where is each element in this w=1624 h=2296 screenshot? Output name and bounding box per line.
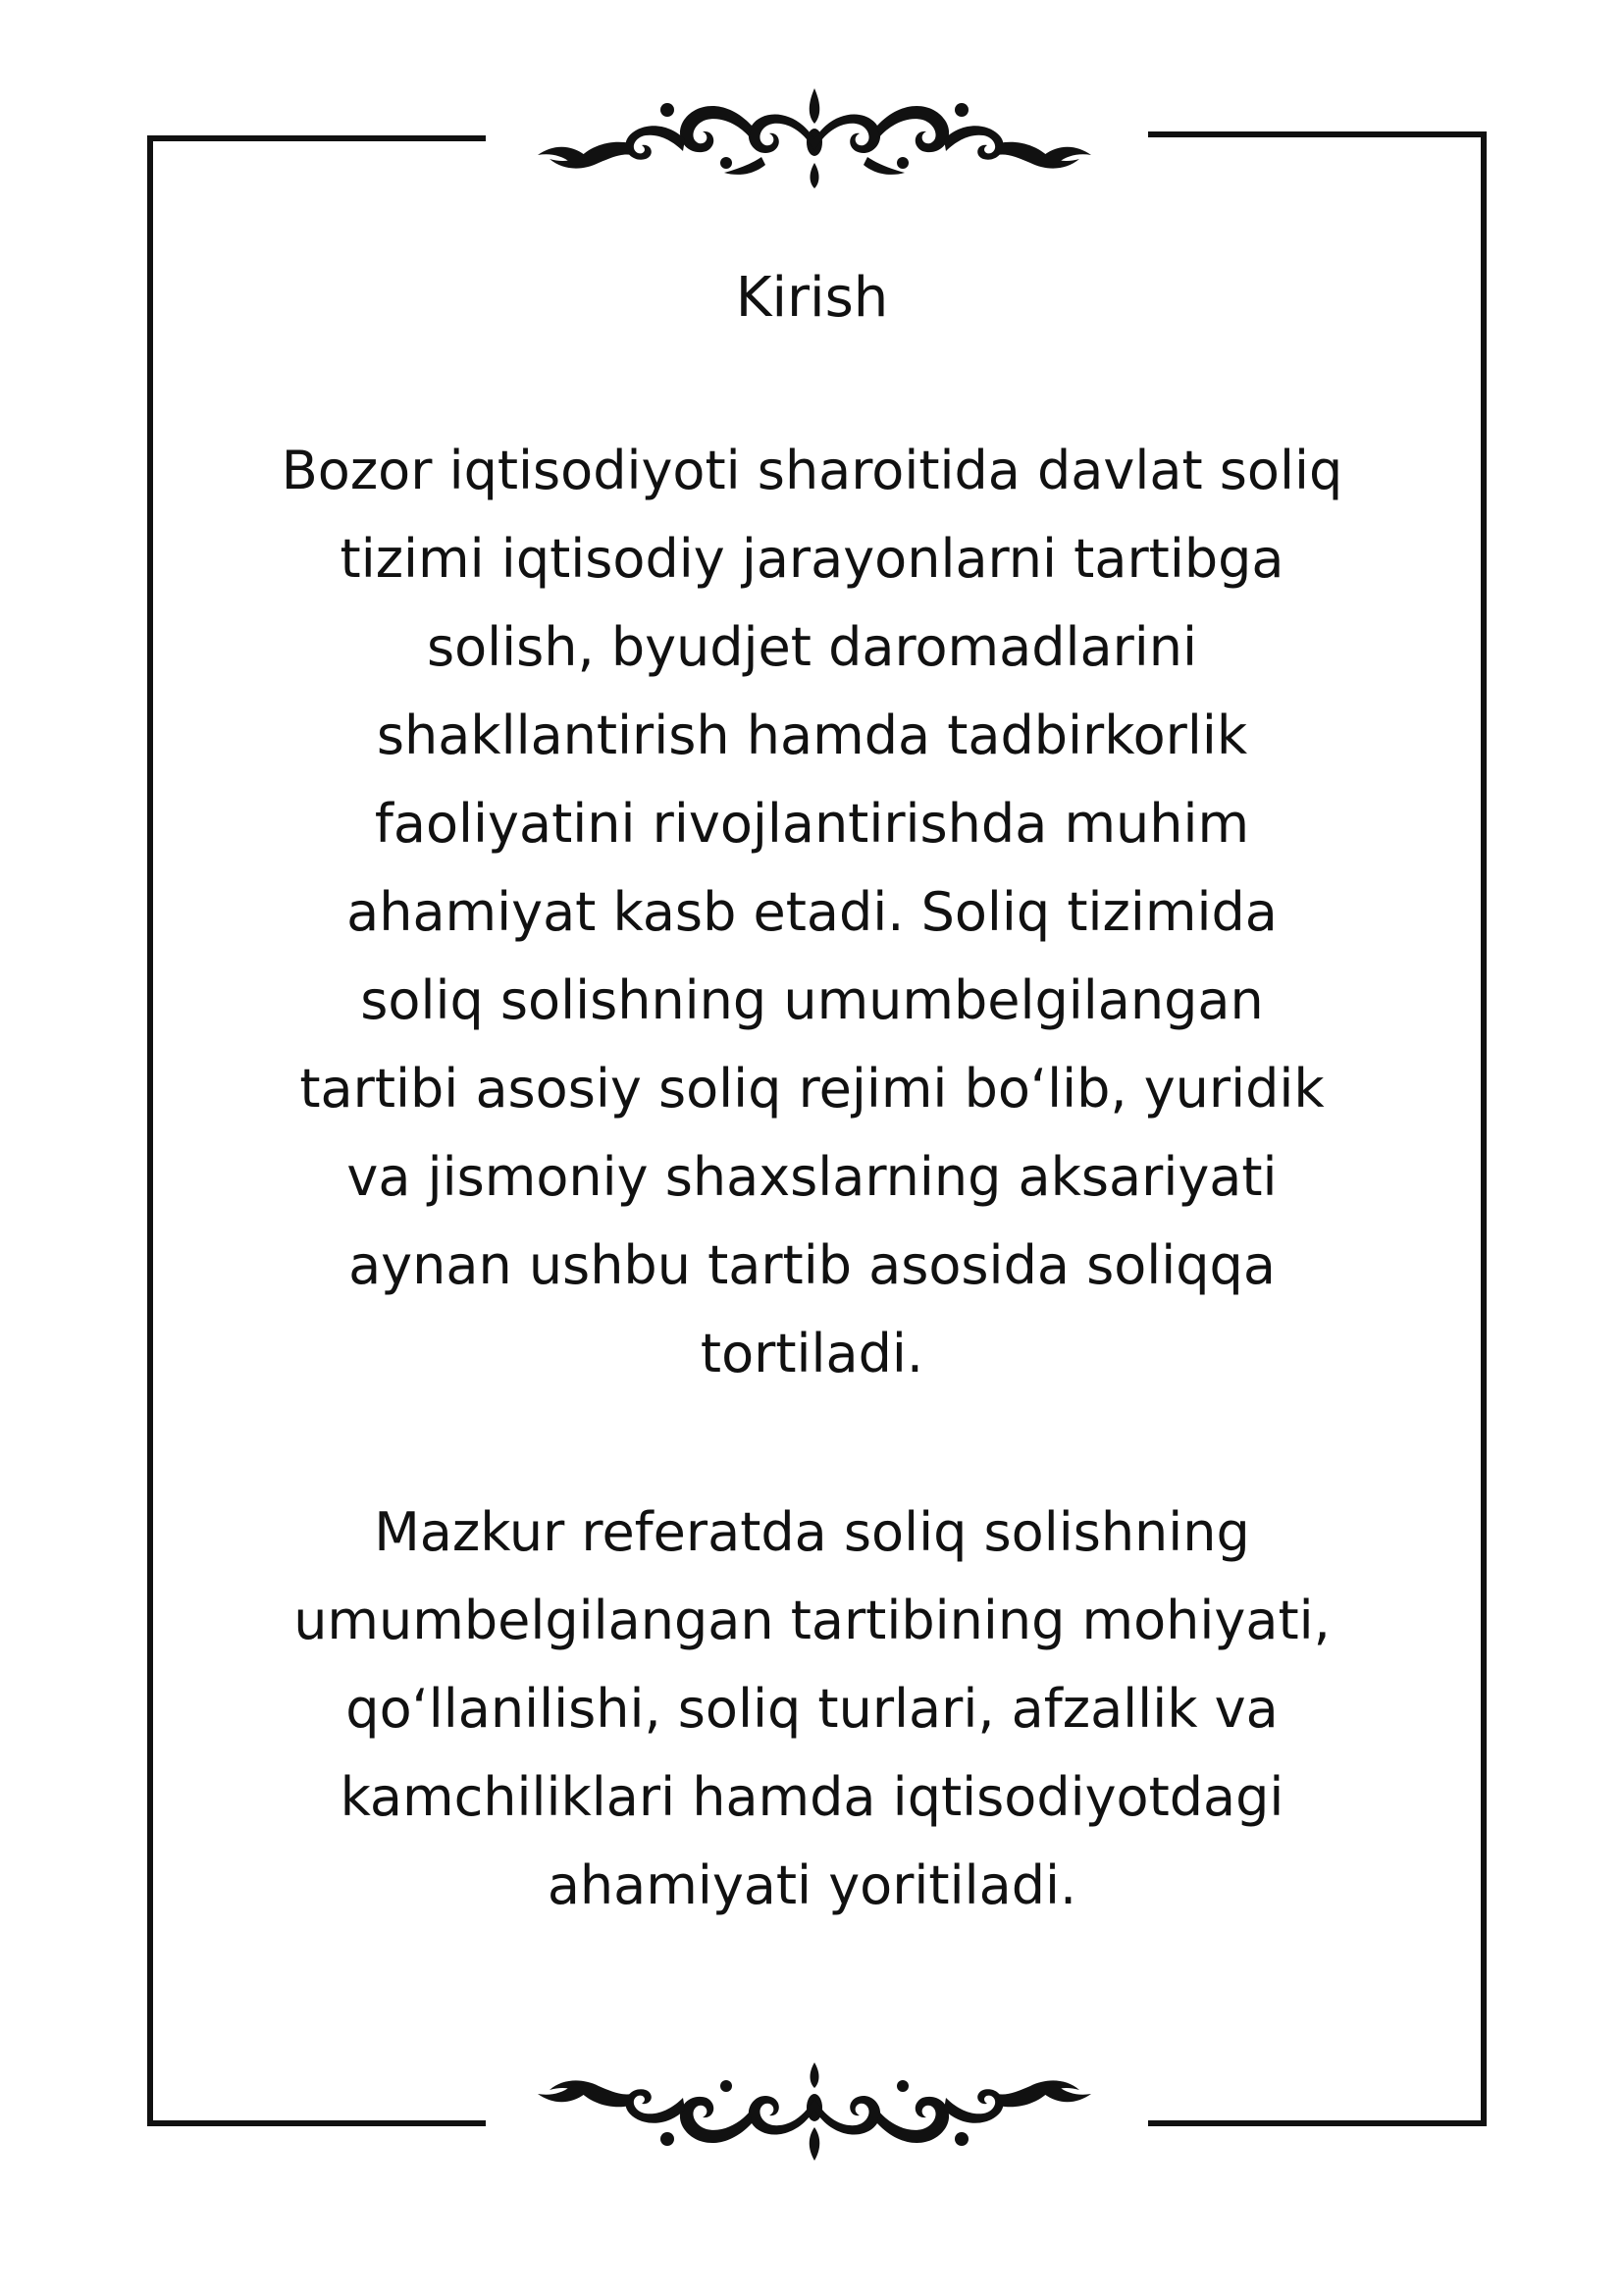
page-title: Kirish <box>735 266 889 330</box>
frame-top-left-line <box>147 135 486 141</box>
intro-paragraph: Bozor iqtisodiyoti sharoitida davlat soliq tizimi iqtisodiy jarayonlarni tartibga solish, byudjet daromadlarini shakllantirish hamda tadbirkorlik faoliyatini rivojlantirishda muhim ahamiyat kasb etadi. Soliq tizimida soliq solishning umumbelgilangan tartibi asosiy soliq rejimi bo‘lib, yuridik va jismoniy shaxslarning aksariyati aynan ushbu tartib asosida soliqqa tortiladi. <box>281 440 1343 1385</box>
frame-bottom-left-line <box>147 2120 486 2126</box>
frame-top-right-line <box>1148 131 1487 137</box>
summary-paragraph: Mazkur referatda soliq solishning umumbelgilangan tartibining mohiyati, qo‘llanilishi, soliq turlari, afzallik va kamchiliklari hamda iqtisodiyotdagi ahamiyati yoritiladi. <box>293 1501 1331 1917</box>
bottom-flourish-ornament-icon <box>530 2059 1099 2166</box>
document-body <box>245 265 1379 1930</box>
frame-left-line <box>147 135 153 2126</box>
top-flourish-ornament-icon <box>530 80 1099 188</box>
frame-bottom-right-line <box>1148 2120 1487 2126</box>
frame-right-line <box>1481 131 1487 2126</box>
